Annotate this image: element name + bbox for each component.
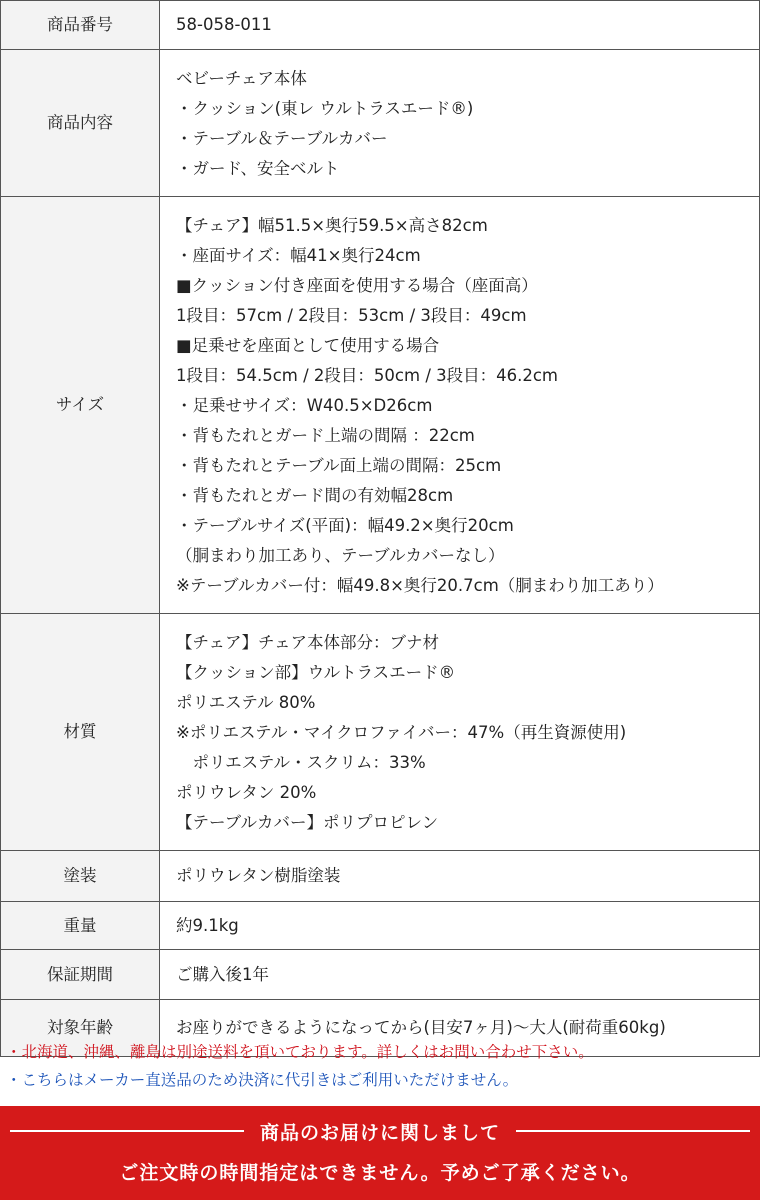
divider [516,1130,750,1132]
shipping-notes [6,1038,756,1094]
spec-value-line: 約9.1kg [176,915,239,935]
spec-value-line: ・クッション(東レ ウルトラスエード®) [176,99,474,118]
spec-value-line: ※テーブルカバー付：幅49.8×奥行20.7cm（胴まわり加工あり） [176,576,664,595]
spec-value-line: ・足乗せサイズ：W40.5×D26cm [176,396,433,415]
delivery-notice-banner [0,1106,760,1200]
spec-value-line: ・テーブル＆テーブルカバー [176,129,388,148]
spec-value-line: 1段目：54.5cm / 2段目：50cm / 3段目：46.2cm [176,366,558,385]
spec-row-product-number [1,1,760,50]
spec-value [160,614,760,851]
delivery-notice-body: ご注文時の時間指定はできません。予めご了承ください。 [119,1162,641,1184]
spec-value-line: ・背もたれとガード間の有効幅28cm [176,486,454,505]
spec-value [160,50,760,197]
spec-value-line: ・テーブルサイズ(平面)：幅49.2×奥行20cm [176,516,514,535]
spec-value [160,902,760,950]
spec-label: 材質 [1,614,160,851]
spec-row-material [1,614,760,851]
spec-value-line: ポリエステル・スクリム：33% [176,753,426,772]
spec-value-line: ・ガード、安全ベルト [176,159,340,178]
spec-value-line: ポリエステル 80% [176,693,316,712]
spec-value-line: ポリウレタン 20% [176,783,317,802]
spec-label: サイズ [1,197,160,614]
spec-value-line: ・背もたれとガード上端の間隔 ：22cm [176,426,475,445]
spec-row-contents [1,50,760,197]
spec-label: 塗装 [1,851,160,902]
spec-value-line: 58-058-011 [176,15,272,34]
shipping-note-remote-areas: ・北海道、沖縄、離島は別途送料を頂いております。詳しくはお問い合わせ下さい。 [6,1043,594,1061]
spec-value-line: お座りができるようになってから(目安7ヶ月)〜大人(耐荷重60kg) [176,1018,666,1037]
spec-value-line: ・背もたれとテーブル面上端の間隔：25cm [176,456,502,475]
spec-value-line: ご購入後1年 [176,964,269,984]
spec-value [160,851,760,902]
delivery-notice-title: 商品のお届けに関しまして [260,1121,501,1144]
spec-label: 重量 [1,902,160,950]
spec-row-coating [1,851,760,902]
spec-value-line: 【チェア】チェア本体部分：ブナ材 [176,633,440,652]
spec-row-weight [1,902,760,950]
spec-value-line: ■足乗せを座面として使用する場合 [176,336,440,355]
spec-value-line: 【クッション部】ウルトラスエード® [176,663,456,682]
spec-value-line: ポリウレタン樹脂塗装 [176,866,341,885]
spec-value-line: ・座面サイズ：幅41×奥行24cm [176,246,421,265]
spec-row-warranty [1,950,760,1000]
spec-label: 商品内容 [1,50,160,197]
spec-value-line: ベビーチェア本体 [176,69,307,88]
spec-label: 商品番号 [1,1,160,50]
spec-value-line: 1段目：57cm / 2段目：53cm / 3段目：49cm [176,306,527,325]
spec-value [160,197,760,614]
spec-value [160,950,760,1000]
spec-value [160,1,760,50]
delivery-notice-header [0,1116,760,1146]
spec-value-line: 【テーブルカバー】ポリプロピレン [176,813,439,832]
spec-label: 保証期間 [1,950,160,1000]
spec-value-line: 【チェア】幅51.5×奥行59.5×高さ82cm [176,216,488,235]
shipping-note-no-cod: ・こちらはメーカー直送品のため決済に代引きはご利用いただけません。 [6,1071,519,1089]
divider [10,1130,244,1132]
spec-value-line: ※ポリエステル・マイクロファイバー：47%（再生資源使用) [176,723,627,742]
spec-value-line: ■クッション付き座面を使用する場合（座面高） [176,276,538,295]
spec-label: 対象年齢 [1,1000,160,1057]
spec-value-line: （胴まわり加工あり、テーブルカバーなし） [176,546,505,565]
spec-row-size [1,197,760,614]
